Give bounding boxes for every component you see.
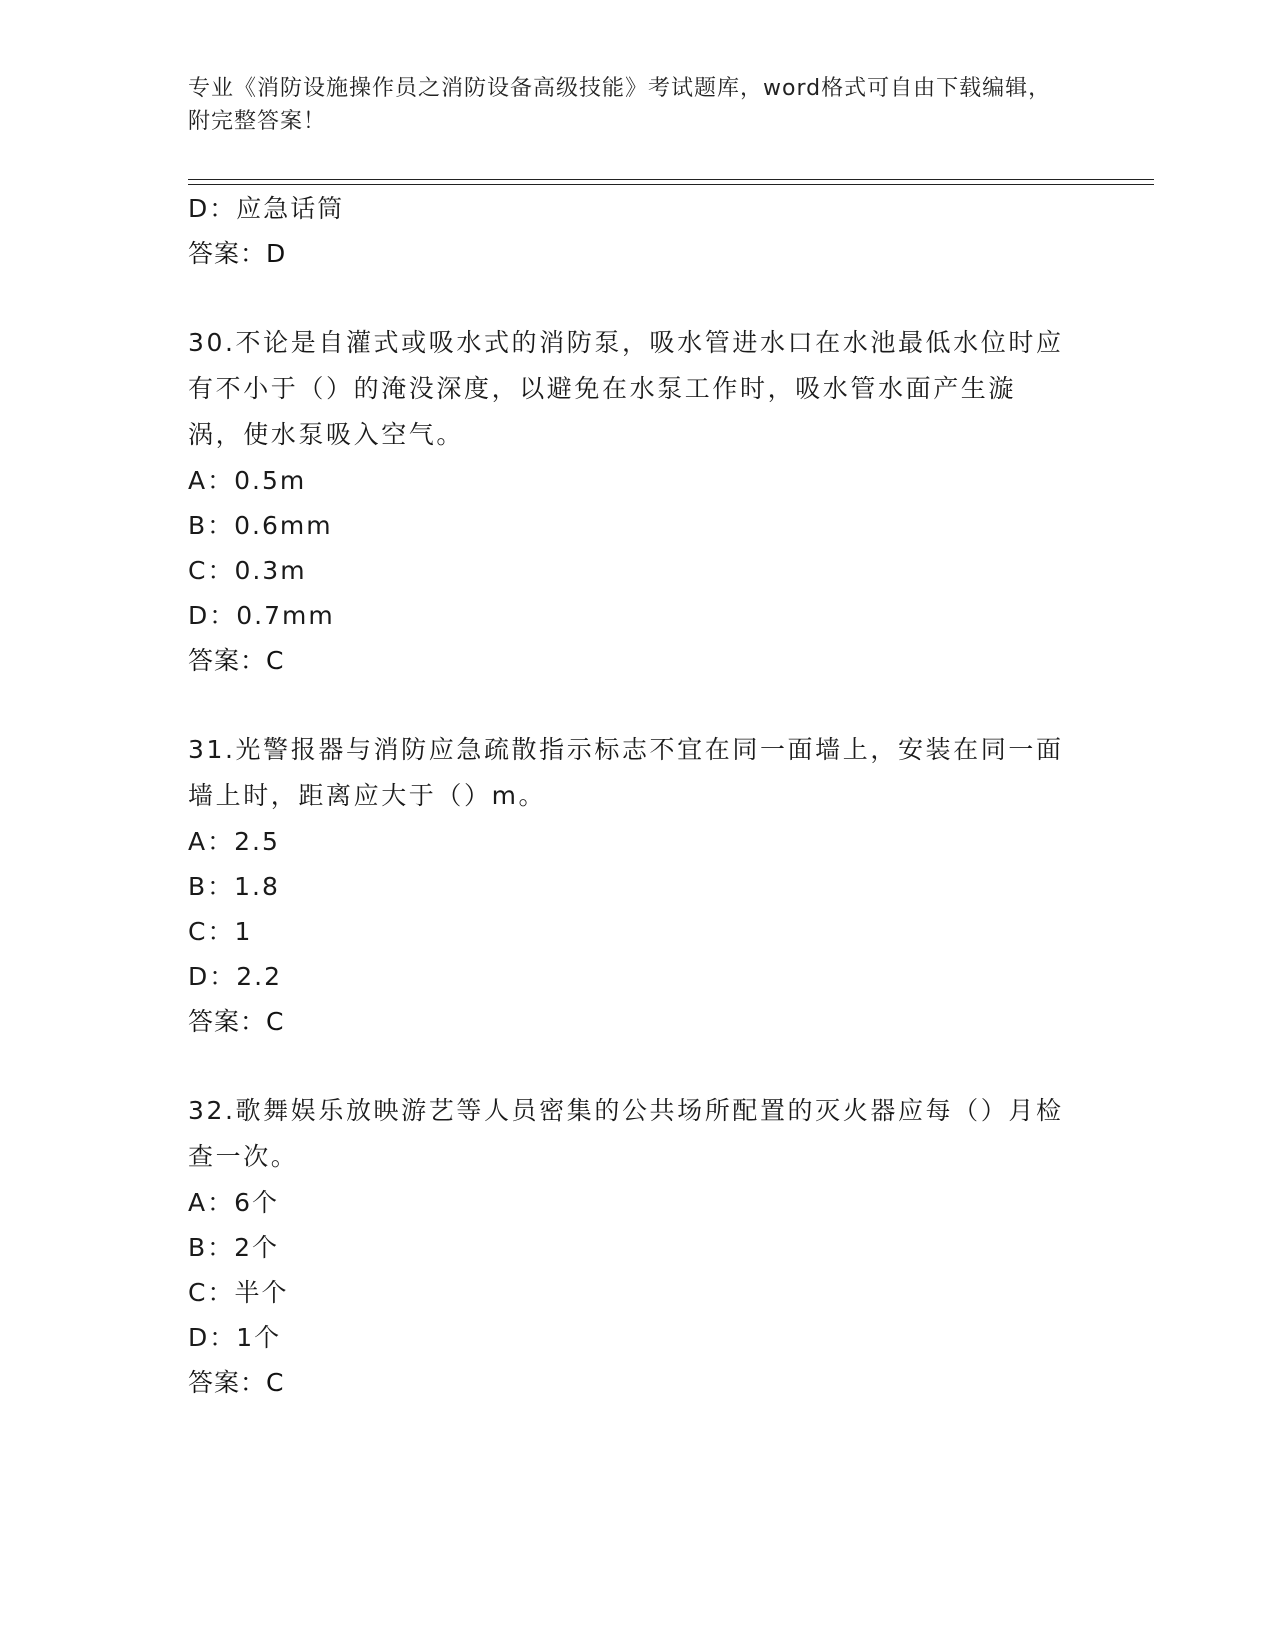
question-stem: 30.不论是自灌式或吸水式的消防泵，吸水管进水口在水池最低水位时应有不小于（）的淹没深度，以避免在水泵工作时，吸水管水面产生漩涡，使水泵吸入空气。	[188, 328, 1064, 449]
prev-answer: 答案：D	[188, 239, 287, 268]
option-d: D：2.2	[188, 962, 283, 991]
header-rule-top	[188, 179, 1154, 180]
question-stem: 32.歌舞娱乐放映游艺等人员密集的公共场所配置的灭火器应每（）月检查一次。	[188, 1096, 1064, 1171]
answer: 答案：C	[188, 1368, 285, 1397]
spacer	[188, 276, 1088, 320]
question-stem: 31.光警报器与消防应急疏散指示标志不宜在同一面墙上，安装在同一面墙上时，距离应大于（）m。	[188, 735, 1064, 810]
option-a: A：6个	[188, 1188, 280, 1217]
answer: 答案：C	[188, 1007, 285, 1036]
spacer	[188, 1044, 1088, 1088]
option-a: A：2.5	[188, 827, 280, 856]
document-body	[188, 186, 1088, 1405]
option-d: D：1个	[188, 1323, 282, 1352]
option-d: D：0.7mm	[188, 601, 335, 630]
option-b: B：0.6mm	[188, 511, 333, 540]
option-c: C：半个	[188, 1278, 289, 1307]
spacer	[188, 683, 1088, 727]
question-32	[188, 1088, 1088, 1405]
question-31	[188, 727, 1088, 1044]
answer: 答案：C	[188, 646, 285, 675]
question-30	[188, 320, 1088, 683]
option-b: B：1.8	[188, 872, 280, 901]
document-header: 专业《消防设施操作员之消防设备高级技能》考试题库，word格式可自由下载编辑，附完整答案！	[188, 76, 1052, 134]
option-c: C：1	[188, 917, 253, 946]
prev-option-d: D：应急话筒	[188, 194, 345, 223]
option-b: B：2个	[188, 1233, 280, 1262]
option-a: A：0.5m	[188, 466, 307, 495]
header-rule-bottom	[188, 184, 1154, 185]
option-c: C：0.3m	[188, 556, 307, 585]
